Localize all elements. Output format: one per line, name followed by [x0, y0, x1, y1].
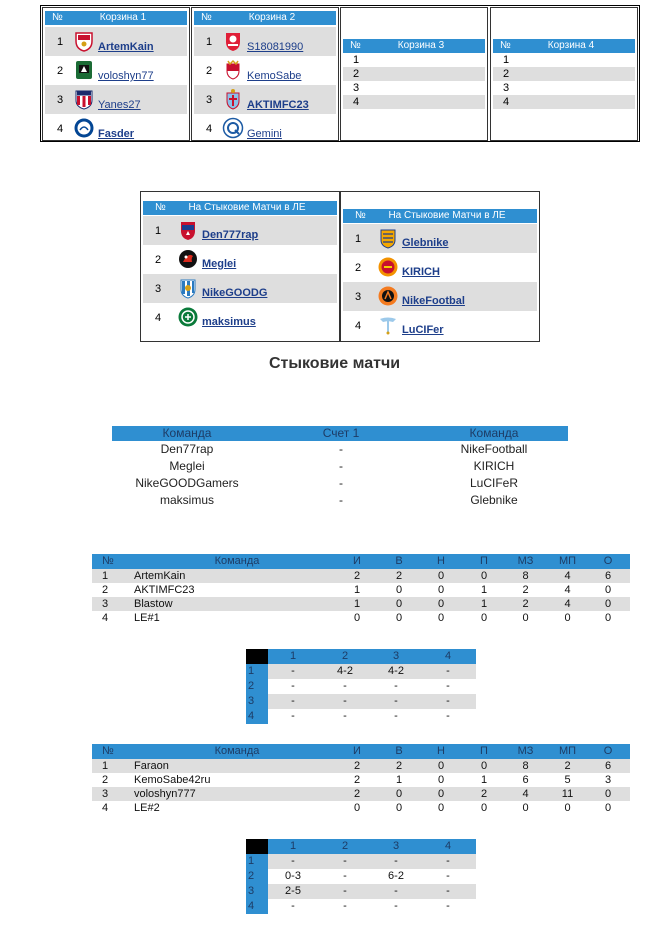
- col-team: Команда: [214, 555, 260, 567]
- row-num: 1: [206, 36, 213, 48]
- team-link[interactable]: Yanes27: [98, 99, 141, 111]
- num-label: №: [350, 40, 361, 51]
- goals-against: 2: [564, 760, 571, 772]
- col-played: И: [353, 555, 361, 567]
- cross-cell: 4-2: [337, 665, 353, 677]
- points: 6: [604, 570, 612, 582]
- num-label: №: [500, 40, 511, 51]
- row-num: 2: [355, 262, 362, 274]
- cross-col: 2: [341, 840, 349, 852]
- cross-row: [246, 679, 476, 694]
- team: Blastow: [134, 598, 173, 610]
- pot-header: [343, 39, 485, 53]
- cross-cell: -: [343, 885, 347, 897]
- pot-row: [194, 56, 336, 85]
- cross-cell: -: [446, 710, 450, 722]
- table-row: [112, 441, 568, 458]
- team-link[interactable]: NikeFootbal: [402, 295, 465, 307]
- cross-row-head: 4: [246, 899, 268, 914]
- played: 1: [353, 598, 361, 610]
- points: 0: [604, 598, 612, 610]
- table-row: [92, 569, 630, 583]
- lost: 1: [480, 774, 488, 786]
- galatasaray-logo-icon: [377, 256, 399, 278]
- pot-2: [191, 7, 339, 141]
- col-points: О: [603, 555, 613, 567]
- points: 6: [604, 760, 612, 772]
- col-team: Команда: [214, 745, 260, 757]
- shakhtar-logo-icon: [377, 285, 399, 307]
- won: 0: [395, 584, 403, 596]
- team-link[interactable]: Fasder: [98, 128, 135, 140]
- team-link[interactable]: Gemini: [247, 128, 282, 140]
- away-team: KIRICH: [473, 459, 515, 473]
- row-num: 1: [57, 36, 64, 48]
- southampton-logo-icon: [73, 30, 95, 52]
- played: 2: [353, 774, 361, 786]
- col-goals-for: МЗ: [517, 745, 534, 757]
- pot-row: [343, 311, 537, 340]
- points: 3: [604, 774, 612, 786]
- pot-title: Корзина 4: [547, 40, 595, 51]
- team-link[interactable]: KemoSabe: [247, 70, 302, 82]
- row-num: 3: [206, 94, 213, 106]
- cross-row: [246, 694, 476, 709]
- table-row: [92, 583, 630, 597]
- row-num: 4: [206, 123, 213, 135]
- points: 0: [604, 584, 612, 596]
- team-link[interactable]: NikeGOODG: [202, 287, 268, 299]
- cross-row-head: 2: [246, 869, 268, 884]
- draw: 0: [437, 584, 445, 596]
- playoff-matches-table: [112, 426, 568, 509]
- cross-cell: -: [343, 710, 347, 722]
- cross-corner: [246, 649, 268, 664]
- cross-cell: -: [394, 710, 398, 722]
- cross-cell: 4-2: [388, 665, 404, 677]
- pot-row: [143, 274, 337, 303]
- pot-row: [343, 67, 485, 81]
- draw: 0: [437, 802, 445, 814]
- num-label: №: [52, 12, 63, 23]
- cross-cell: -: [291, 680, 295, 692]
- cross-cell: -: [446, 695, 450, 707]
- cross-col: 4: [444, 650, 452, 662]
- cross-col: 4: [444, 840, 452, 852]
- cross-cell: 0-3: [285, 870, 301, 882]
- team: voloshyn777: [134, 788, 196, 800]
- team-link[interactable]: maksimus: [202, 316, 256, 328]
- table-row: [92, 759, 630, 773]
- away-team: Glebnike: [470, 493, 518, 507]
- cross-cell: -: [446, 870, 450, 882]
- goals-for: 8: [522, 760, 529, 772]
- pot-row: [194, 85, 336, 114]
- goals-for: 0: [522, 802, 529, 814]
- won: 2: [395, 570, 403, 582]
- row-num: 2: [57, 65, 64, 77]
- col-lost: П: [480, 555, 488, 567]
- lost: 0: [480, 570, 488, 582]
- row-num: 2: [155, 254, 162, 266]
- pos: 2: [102, 584, 109, 596]
- malaga-logo-icon: [177, 277, 199, 299]
- pot-row: [45, 56, 187, 85]
- team-link[interactable]: voloshyn77: [98, 70, 154, 82]
- goals-for: 2: [522, 584, 529, 596]
- pot-1: [42, 7, 190, 141]
- lille-logo-icon: [222, 30, 244, 52]
- pot-row: [493, 53, 635, 67]
- team-link[interactable]: AKTIMFC23: [247, 99, 309, 111]
- lost: 1: [480, 584, 488, 596]
- cross-cell: -: [291, 665, 295, 677]
- draw: 0: [437, 570, 445, 582]
- cross-cell: -: [394, 855, 398, 867]
- pos: 3: [102, 788, 109, 800]
- cross-row: [246, 899, 476, 914]
- team-link[interactable]: S18081990: [247, 41, 304, 53]
- krasnodar-logo-icon: [73, 59, 95, 81]
- cross-header: [246, 649, 476, 664]
- row-num: 1: [503, 54, 510, 66]
- cross-cell: -: [343, 855, 347, 867]
- row-num: 2: [503, 68, 510, 80]
- col-num: №: [102, 745, 114, 757]
- col-away: Команда: [469, 426, 519, 440]
- pot-header: [194, 11, 336, 25]
- home-team: NikeGOODGamers: [135, 476, 239, 490]
- goals-against: 4: [564, 598, 571, 610]
- playoff-title: На Стыковие Матчи в ЛЕ: [388, 210, 506, 221]
- celta-logo-icon: [222, 88, 244, 110]
- row-num: 3: [155, 283, 162, 295]
- points: 0: [604, 788, 612, 800]
- num-label: №: [201, 12, 212, 23]
- standings-table-2: [92, 744, 630, 815]
- table-header: [92, 744, 630, 759]
- atletico-madrid-logo-icon: [73, 88, 95, 110]
- table-row: [112, 458, 568, 475]
- bournemouth-logo-icon: [177, 248, 199, 270]
- away-team: LuCIFeR: [469, 476, 519, 490]
- cross-row-head: 2: [246, 679, 268, 694]
- pot-title: Корзина 2: [248, 12, 296, 23]
- col-score: Счет 1: [322, 426, 360, 440]
- cross-table-2: [246, 839, 476, 914]
- cross-cell: -: [394, 885, 398, 897]
- table-row: [92, 773, 630, 787]
- team-link[interactable]: Den777rap: [202, 229, 259, 241]
- col-num: №: [102, 555, 114, 567]
- col-draw: Н: [437, 745, 445, 757]
- team: Faraon: [134, 760, 169, 772]
- cross-table-1: [246, 649, 476, 724]
- pot-row: [343, 224, 537, 253]
- saint-etienne-logo-icon: [177, 306, 199, 328]
- cross-cell: -: [343, 680, 347, 692]
- pot-row: [143, 245, 337, 274]
- pot-row: [343, 53, 485, 67]
- pot-row: [343, 95, 485, 109]
- cross-row-head: 4: [246, 709, 268, 724]
- cross-cell: -: [291, 855, 295, 867]
- pot-row: [493, 95, 635, 109]
- played: 2: [353, 788, 361, 800]
- cross-col: 3: [392, 840, 400, 852]
- draw: 0: [437, 788, 445, 800]
- table-row: [92, 597, 630, 611]
- row-num: 4: [503, 96, 510, 108]
- played: 1: [353, 584, 361, 596]
- playoff-draw-right: [340, 191, 540, 342]
- cross-row: [246, 664, 476, 679]
- cska-logo-icon: [177, 219, 199, 241]
- goals-against: 0: [564, 612, 571, 624]
- team: ArtemKain: [134, 570, 186, 582]
- goals-against: 0: [564, 802, 571, 814]
- pot-row: [45, 85, 187, 114]
- goals-for: 2: [522, 598, 529, 610]
- team: LE#1: [134, 612, 160, 624]
- cross-col: 1: [289, 650, 297, 662]
- col-goals-for: МЗ: [517, 555, 534, 567]
- played: 0: [353, 612, 361, 624]
- goals-against: 4: [564, 584, 571, 596]
- team-link[interactable]: KIRICH: [402, 266, 440, 278]
- col-played: И: [353, 745, 361, 757]
- pot-row: [143, 216, 337, 245]
- goals-for: 6: [522, 774, 529, 786]
- pot-row: [194, 27, 336, 56]
- cross-row: [246, 869, 476, 884]
- draw: 0: [437, 598, 445, 610]
- team: LE#2: [134, 802, 160, 814]
- table-row: [92, 611, 630, 625]
- cross-cell: -: [343, 695, 347, 707]
- cross-row-head: 3: [246, 694, 268, 709]
- team-link[interactable]: Glebnike: [402, 237, 449, 249]
- playoff-draw-left: [140, 191, 340, 342]
- pos: 1: [102, 760, 109, 772]
- cross-cell: 6-2: [388, 870, 404, 882]
- pos: 3: [102, 598, 109, 610]
- won: 2: [395, 760, 403, 772]
- pot-3: [340, 7, 488, 141]
- standings-table-1: [92, 554, 630, 625]
- played: 2: [353, 570, 361, 582]
- played: 0: [353, 802, 361, 814]
- team-link[interactable]: LuCIFer: [402, 324, 444, 336]
- cross-cell: -: [394, 900, 398, 912]
- row-num: 1: [353, 54, 360, 66]
- row-num: 3: [355, 291, 362, 303]
- pos: 1: [102, 570, 109, 582]
- monaco-logo-icon: [222, 59, 244, 81]
- cross-col: 2: [341, 650, 349, 662]
- cross-cell: 2-5: [285, 885, 301, 897]
- playoff-header: [343, 209, 537, 223]
- section-title: Стыковие матчи: [268, 355, 401, 372]
- col-won: В: [395, 745, 403, 757]
- goals-for: 8: [522, 570, 529, 582]
- score: -: [339, 493, 343, 507]
- col-won: В: [395, 555, 403, 567]
- draw: 0: [437, 612, 445, 624]
- goals-against: 4: [564, 570, 571, 582]
- table-row: [112, 475, 568, 492]
- pos: 4: [102, 612, 109, 624]
- pot-row: [343, 81, 485, 95]
- pot-header: [45, 11, 187, 25]
- cross-cell: -: [446, 680, 450, 692]
- won: 1: [395, 774, 403, 786]
- away-team: NikeFootball: [460, 442, 528, 456]
- pos: 4: [102, 802, 109, 814]
- team: KemoSabe42ru: [134, 774, 211, 786]
- pot-title: Корзина 3: [397, 40, 445, 51]
- pot-row: [45, 114, 187, 143]
- played: 2: [353, 760, 361, 772]
- home-team: maksimus: [159, 493, 214, 507]
- cross-cell: -: [343, 870, 347, 882]
- draw: 0: [437, 760, 445, 772]
- cross-cell: -: [291, 695, 295, 707]
- cross-cell: -: [446, 885, 450, 897]
- goals-against: 5: [564, 774, 571, 786]
- pot-header: [493, 39, 635, 53]
- cross-cell: -: [394, 695, 398, 707]
- row-num: 1: [155, 225, 162, 237]
- pot-row: [493, 67, 635, 81]
- goals-for: 4: [522, 788, 529, 800]
- won: 0: [395, 612, 403, 624]
- pot-row: [143, 303, 337, 332]
- cross-row-head: 3: [246, 884, 268, 899]
- qpr-logo-icon: [222, 117, 244, 139]
- pot-row: [343, 253, 537, 282]
- cross-col: 3: [392, 650, 400, 662]
- points: 0: [604, 802, 612, 814]
- cross-cell: -: [446, 900, 450, 912]
- pot-row: [493, 81, 635, 95]
- home-team: Meglei: [169, 459, 205, 473]
- cross-cell: -: [446, 855, 450, 867]
- lazio-logo-icon: [377, 314, 399, 336]
- playoff-header: [143, 201, 337, 215]
- playoff-title: На Стыковие Матчи в ЛЕ: [188, 202, 306, 213]
- row-num: 4: [155, 312, 162, 324]
- row-num: 2: [353, 68, 360, 80]
- col-points: О: [603, 745, 613, 757]
- draw: 0: [437, 774, 445, 786]
- pot-row: [343, 282, 537, 311]
- cross-cell: -: [291, 710, 295, 722]
- col-home: Команда: [162, 426, 212, 440]
- col-goals-against: МП: [558, 555, 577, 567]
- cross-row: [246, 709, 476, 724]
- table-row: [92, 801, 630, 815]
- col-goals-against: МП: [558, 745, 577, 757]
- lost: 0: [480, 802, 488, 814]
- pot-row: [45, 27, 187, 56]
- row-num: 4: [57, 123, 64, 135]
- goals-against: 11: [561, 788, 574, 800]
- row-num: 3: [503, 82, 510, 94]
- cross-cell: -: [291, 900, 295, 912]
- table-header: [112, 426, 568, 441]
- num-label: №: [355, 210, 366, 221]
- row-num: 2: [206, 65, 213, 77]
- goals-for: 0: [522, 612, 529, 624]
- num-label: №: [155, 202, 166, 213]
- won: 0: [395, 788, 403, 800]
- pot-title: Корзина 1: [99, 12, 147, 23]
- points: 0: [604, 612, 612, 624]
- col-lost: П: [480, 745, 488, 757]
- row-num: 3: [353, 82, 360, 94]
- team: AKTIMFC23: [134, 584, 195, 596]
- cross-corner: [246, 839, 268, 854]
- cross-row-head: 1: [246, 664, 268, 679]
- cross-row: [246, 884, 476, 899]
- lost: 2: [480, 788, 488, 800]
- row-num: 1: [355, 233, 362, 245]
- col-draw: Н: [437, 555, 445, 567]
- lost: 0: [480, 612, 488, 624]
- tigres-logo-icon: [377, 227, 399, 249]
- lost: 0: [480, 760, 488, 772]
- cross-row-head: 1: [246, 854, 268, 869]
- cross-cell: -: [343, 900, 347, 912]
- score: -: [339, 459, 343, 473]
- cross-cell: -: [446, 665, 450, 677]
- pot-row: [194, 114, 336, 143]
- row-num: 3: [57, 94, 64, 106]
- cross-col: 1: [289, 840, 297, 852]
- score: -: [339, 442, 343, 456]
- chelsea-logo-icon: [73, 117, 95, 139]
- cross-cell: -: [394, 680, 398, 692]
- pot-4: [490, 7, 638, 141]
- won: 0: [395, 802, 403, 814]
- home-team: Den77rap: [160, 442, 214, 456]
- won: 0: [395, 598, 403, 610]
- score: -: [339, 476, 343, 490]
- lost: 1: [480, 598, 488, 610]
- team-link[interactable]: Meglei: [202, 258, 237, 270]
- table-row: [92, 787, 630, 801]
- table-row: [112, 492, 568, 509]
- row-num: 4: [355, 320, 362, 332]
- pos: 2: [102, 774, 109, 786]
- row-num: 4: [353, 96, 360, 108]
- cross-header: [246, 839, 476, 854]
- team-link[interactable]: ArtemKain: [98, 41, 154, 53]
- cross-row: [246, 854, 476, 869]
- table-header: [92, 554, 630, 569]
